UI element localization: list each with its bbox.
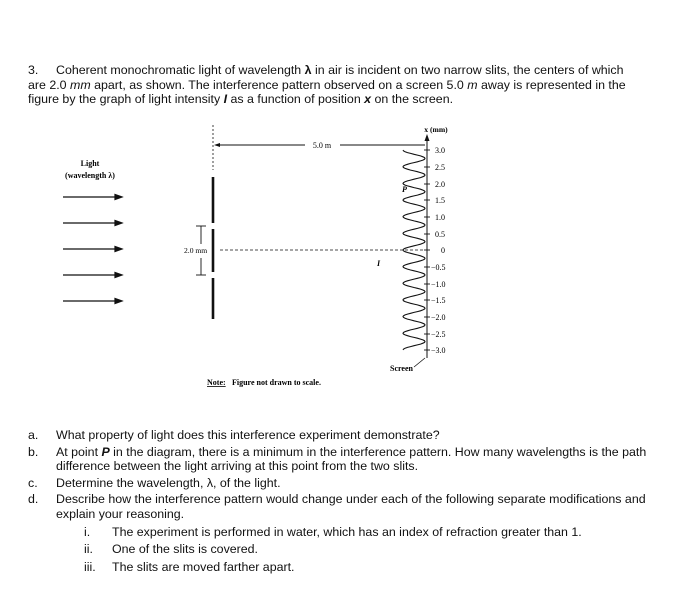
distance-arrow-left	[214, 143, 220, 147]
tick-labels	[431, 146, 446, 355]
tick-label: 1.5	[435, 196, 445, 205]
note-prefix: Note:	[207, 378, 226, 387]
tick-label: 0.5	[435, 230, 445, 239]
part-text: Describe how the interference pattern would change under each of the following separate modifications and explain your reasoning.	[56, 492, 646, 521]
subpart-text: The slits are moved farther apart.	[112, 559, 295, 574]
incident-light-arrows	[63, 195, 122, 304]
tick-label: −3.0	[431, 346, 446, 355]
subpart-iii	[56, 560, 658, 575]
part-label: a.	[28, 428, 39, 442]
x-axis-arrow	[425, 134, 430, 141]
tick-label: 1.0	[435, 213, 445, 222]
subpart-ii	[56, 542, 658, 557]
part-d	[28, 492, 658, 574]
diagram-svg	[0, 120, 700, 410]
question-parts	[28, 428, 658, 576]
part-label: c.	[28, 475, 38, 490]
tick-label: −0.5	[431, 263, 446, 272]
tick-label: 3.0	[435, 146, 445, 155]
tick-label: −2.5	[431, 330, 446, 339]
x-axis-label: x (mm)	[424, 125, 448, 134]
part-label: b.	[28, 444, 39, 459]
light-label: Light	[80, 159, 100, 168]
distance-label: 5.0 m	[312, 141, 332, 150]
slit-separation-label: 2.0 mm	[184, 246, 208, 255]
part-text: What property of light does this interference experiment demonstrate?	[56, 428, 440, 442]
question-intro	[28, 63, 638, 107]
note-text: Figure not drawn to scale.	[232, 378, 321, 387]
point-p-label: P	[402, 185, 407, 194]
interference-diagram	[0, 120, 700, 410]
tick-label: −2.0	[431, 313, 446, 322]
subpart-text: The experiment is performed in water, which has an index of refraction greater than 1.	[112, 524, 582, 539]
part-text: Determine the wavelength, λ, of the light.	[56, 475, 281, 490]
intensity-label: I	[377, 259, 381, 268]
subpart-i	[56, 525, 658, 540]
question-text: Coherent monochromatic light of wavelength λ in air is incident on two narrow slits, the centers of which are 2.0 mm apart, as shown. The interference pattern observed on a screen 5.0 m away is represented in the figure by the graph of light intensity I as a function of position x on the screen.	[28, 63, 626, 107]
screen-pointer	[414, 358, 425, 367]
part-c	[28, 476, 658, 491]
tick-label: 2.0	[435, 180, 445, 189]
tick-label: 2.5	[435, 163, 445, 172]
part-b	[28, 445, 658, 474]
tick-label: −1.5	[431, 296, 446, 305]
part-a	[28, 428, 658, 443]
subpart-label: iii.	[84, 559, 96, 574]
question-number: 3.	[28, 63, 39, 77]
tick-label: 0	[441, 246, 445, 255]
part-text: At point P in the diagram, there is a minimum in the interference pattern. How many wavelengths is the path difference between the light arriving at this point from the two slits.	[56, 444, 647, 474]
part-label: d.	[28, 492, 39, 507]
subpart-label: i.	[84, 524, 91, 539]
wavelength-label: (wavelength λ)	[65, 171, 115, 180]
screen-label: Screen	[390, 364, 413, 373]
tick-label: −1.0	[431, 280, 446, 289]
subpart-text: One of the slits is covered.	[112, 542, 259, 557]
subpart-label: ii.	[84, 542, 93, 557]
